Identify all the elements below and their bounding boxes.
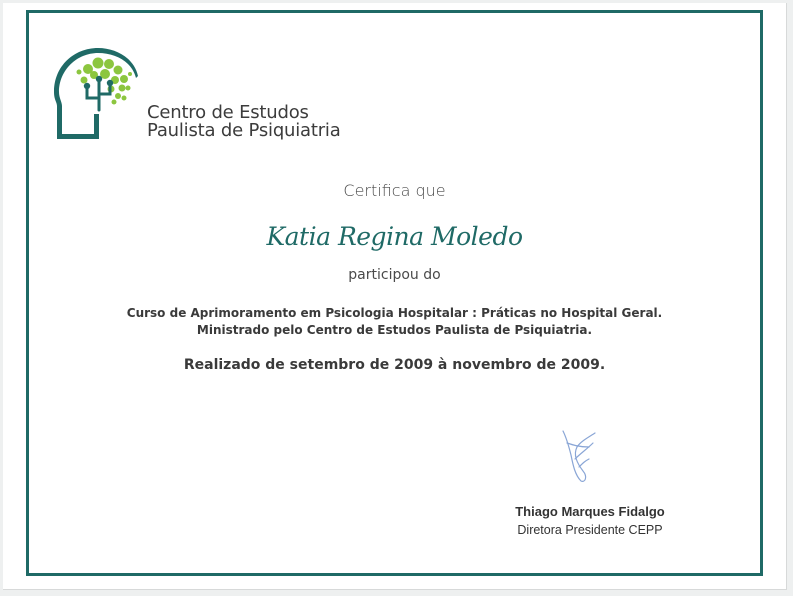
institution-name-line2: Paulista de Psiquiatria: [147, 120, 341, 141]
certifica-intro: Certifica que: [343, 181, 446, 200]
course-provider: Ministrado pelo Centro de Estudos Paulista de Psiquiatria.: [196, 323, 593, 337]
course-period: Realizado de setembro de 2009 à novembro de 2009.: [183, 357, 606, 373]
head-brain-icon: [54, 44, 144, 144]
institution-name: [147, 104, 341, 140]
recipient-name: Katia Regina Moledo: [266, 222, 523, 251]
signatory-role: Diretora Presidente CEPP: [517, 523, 663, 537]
cepp-logo: [54, 44, 354, 144]
handwritten-signature: [555, 425, 605, 485]
participation-text: participou do: [348, 267, 441, 283]
course-title: Curso de Aprimoramento em Psicologia Hospitalar : Práticas no Hospital Geral.: [126, 306, 663, 320]
course-description: [29, 305, 760, 339]
institution-name-line1: Centro de Estudos: [147, 102, 309, 123]
signatory-name: Thiago Marques Fidalgo: [515, 504, 665, 519]
